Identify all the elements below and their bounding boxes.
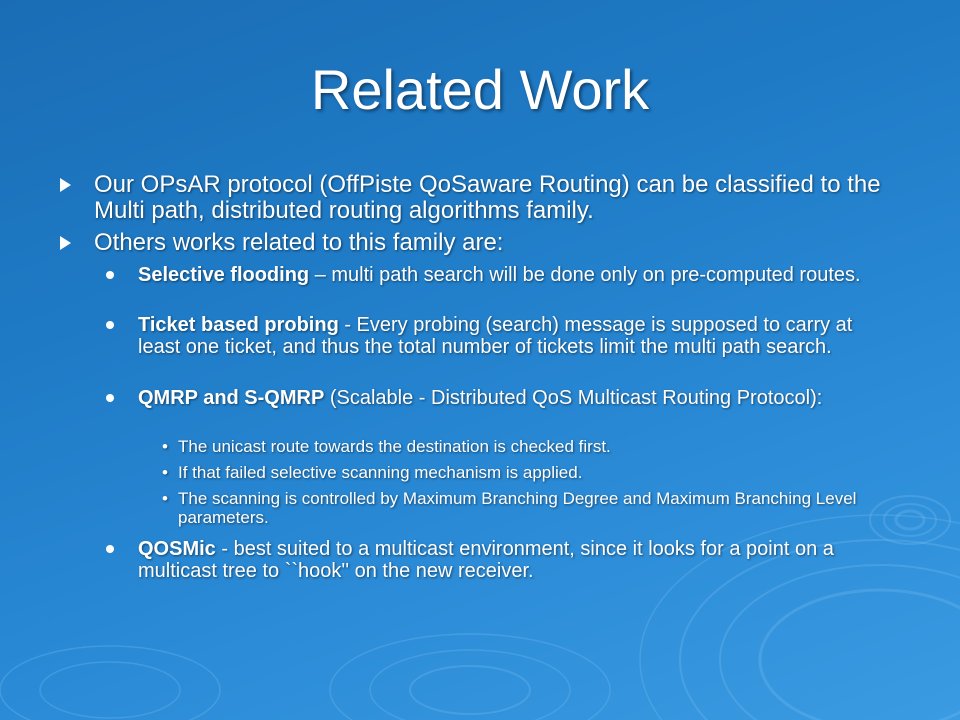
round-bullet-icon [106, 271, 114, 279]
nested-bullet-text: The unicast route towards the destination is checked first. [178, 437, 611, 456]
round-bullet-icon [106, 545, 114, 553]
nested-bullet-text: The scanning is controlled by Maximum Branching Degree and Maximum Branching Level parameters. [178, 489, 857, 527]
small-bullet-icon: • [162, 437, 168, 456]
sub-bullet-text [138, 387, 896, 409]
item-term: QOSMic [138, 538, 216, 560]
small-bullet-icon: • [162, 489, 168, 508]
round-bullet-icon [106, 394, 114, 402]
item-description: - best suited to a multicast environment, since it looks for a point on a multicast tree to ``hook'' on the new receiver. [138, 538, 834, 582]
item-description: (Scalable - Distributed QoS Multicast Routing Protocol): [324, 387, 823, 409]
sub-bullet-text [138, 314, 896, 358]
round-bullet-icon [106, 321, 114, 329]
bullet-text: Others works related to this family are: [94, 229, 504, 256]
item-description: – multi path search will be done only on pre-computed routes. [309, 264, 861, 286]
item-term: Ticket based probing [138, 314, 339, 336]
small-bullet-icon: • [162, 463, 168, 482]
bullet-text: Our OPsAR protocol (OffPiste QoSaware Routing) can be classified to the Multi path, distributed routing algorithms family. [94, 171, 881, 224]
slide-title: Related Work [310, 58, 650, 121]
item-term: Selective flooding [138, 264, 310, 286]
sub-bullet-text [138, 264, 896, 286]
sub-bullet-text [138, 538, 896, 582]
arrow-bullet-icon [60, 236, 71, 250]
item-description: - Every probing (search) message is supposed to carry at least one ticket, and thus the total number of tickets limit the multi path search. [138, 314, 853, 358]
arrow-bullet-icon [60, 178, 71, 192]
nested-bullet-text: If that failed selective scanning mechanism is applied. [178, 463, 583, 482]
item-term: QMRP and S-QMRP [138, 387, 325, 409]
